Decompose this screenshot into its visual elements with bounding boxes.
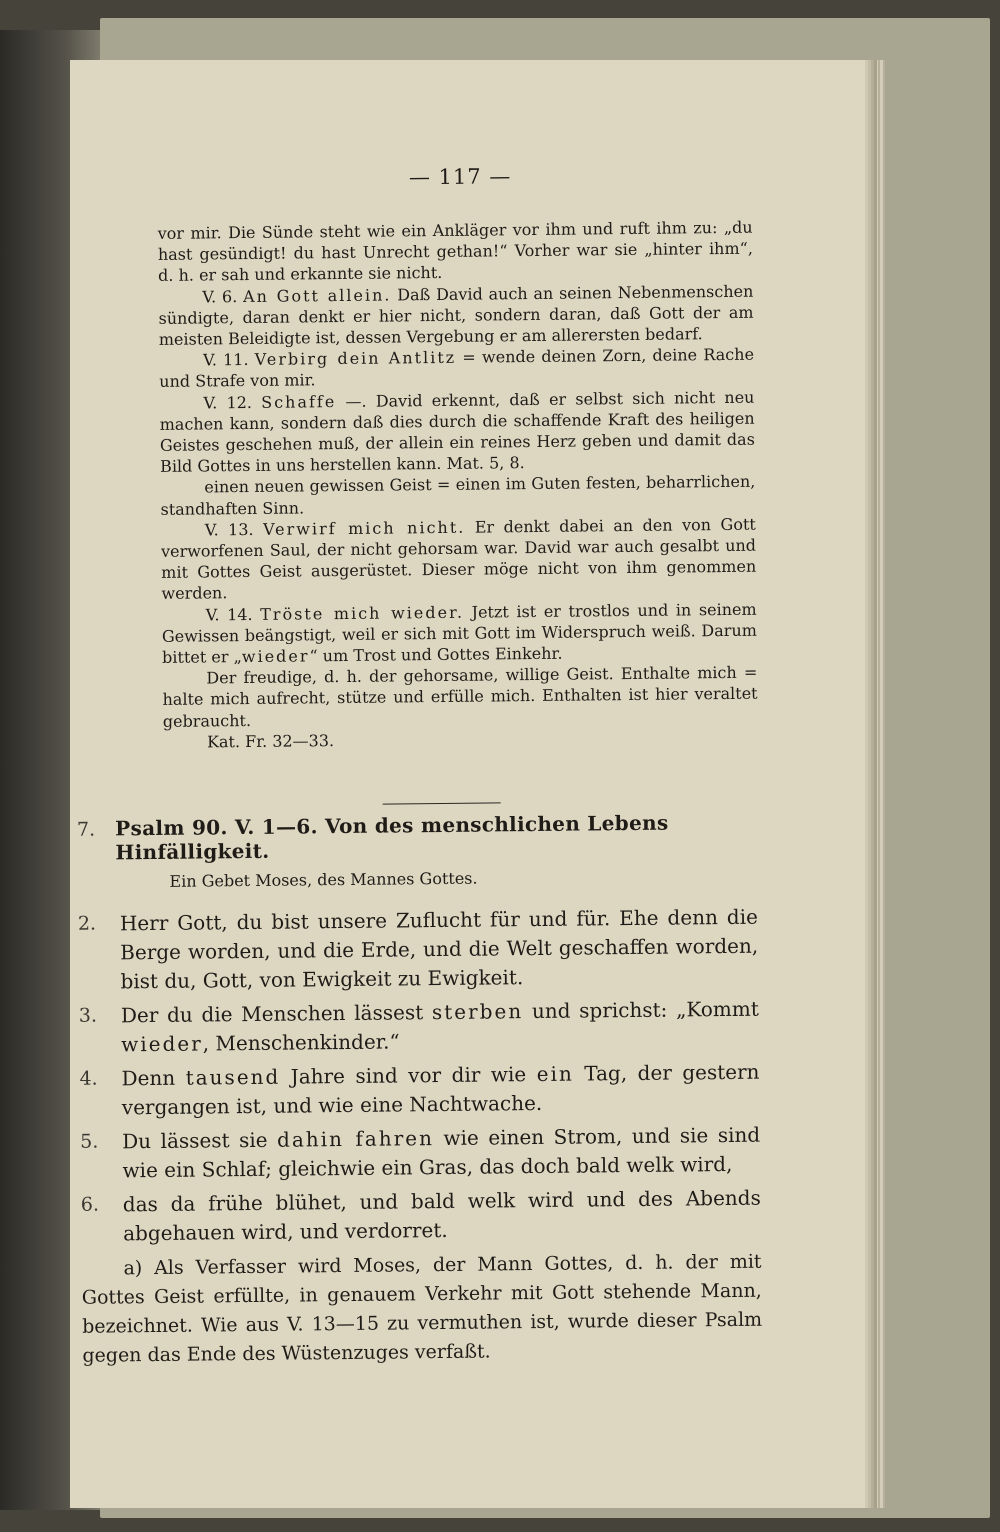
footnote-paragraph bbox=[161, 514, 757, 605]
text-run: = wende deinen Zorn, deine Rache und Strafe von mir. bbox=[159, 344, 755, 392]
spaced-emphasis-text: Schaffe bbox=[261, 391, 337, 412]
psalm-heading: Psalm 90. V. 1—6. Von des menschlichen Lebens Hinfälligkeit. bbox=[115, 810, 669, 865]
spaced-emphasis-text: Tröste mich wieder. bbox=[260, 602, 465, 624]
text-run: Daß David auch an seinen Nebenmenschen sündigte, daran denkt er hier nicht, sondern daran, daß Gott der am meisten Beleidigte ist, dessen Vergebung er am allerersten bedarf. bbox=[158, 281, 754, 349]
psalm-section bbox=[77, 810, 773, 1371]
footnote-paragraph bbox=[159, 344, 754, 393]
text-run: Kat. Fr. 32—33. bbox=[206, 730, 335, 752]
text-run: Tag, der gestern vergangen ist, und wie eine Nachtwache. bbox=[121, 1059, 760, 1120]
text-run: wie einen Strom, und sie sind wie ein Schlaf; gleichwie ein Gras, das doch bald welk wird, bbox=[122, 1122, 761, 1183]
psalm-subtitle: Ein Gebet Moses, des Mannes Gottes. bbox=[169, 868, 478, 891]
text-run: V. 12. bbox=[203, 392, 262, 413]
psalm-verse bbox=[80, 1121, 771, 1186]
text-run: Jahre sind vor dir wie bbox=[280, 1062, 537, 1089]
verse-text bbox=[123, 1184, 762, 1249]
spaced-emphasis-text: Verbirg dein Antlitz bbox=[254, 348, 457, 370]
spaced-emphasis-text: dahin fahren bbox=[276, 1126, 435, 1152]
lesson-number: 7. bbox=[76, 818, 96, 841]
spaced-emphasis-text: sterben bbox=[431, 999, 524, 1025]
text-run: V. 13. bbox=[204, 519, 264, 540]
psalm-verse bbox=[78, 903, 769, 997]
spaced-emphasis-text: wieder bbox=[121, 1031, 203, 1057]
footnote-paragraph bbox=[160, 471, 755, 520]
text-run: Du lässest sie bbox=[122, 1127, 278, 1154]
text-run: einen neuen gewissen Geist = einen im Guten festen, beharrlichen, standhaften Sinn. bbox=[160, 472, 756, 519]
footnotes-section bbox=[158, 217, 759, 753]
footnote-paragraph bbox=[159, 386, 755, 477]
psalm-verse bbox=[79, 1058, 770, 1123]
text-run: vor mir. Die Sünde steht wie ein Ankläger vor ihm und ruft ihm zu: „du hast gesündigt! du hast Unrecht gethan!“ Vorher war sie „hinter ihm“, d. h. er sah und erkannte sie nicht. bbox=[157, 217, 753, 286]
verse-number: 2. bbox=[77, 912, 97, 935]
spaced-emphasis-text: ein bbox=[536, 1061, 574, 1086]
text-run: V. 14. bbox=[205, 604, 261, 625]
psalm-title-row bbox=[77, 810, 767, 865]
psalm-verse bbox=[79, 995, 770, 1060]
footnote-paragraph bbox=[162, 662, 758, 732]
text-run: das da frühe blühet, und bald welk wird und des Abends abgehauen wird, und verdorret. bbox=[122, 1185, 761, 1246]
text-run: Herr Gott, du bist unsere Zuflucht für und für. Ehe denn die Berge worden, und die Erde, und die Welt geschaffen worden, bist du, Gott, von Ewigkeit zu Ewigkeit. bbox=[119, 904, 759, 994]
psalm-verse bbox=[81, 1184, 772, 1249]
spaced-emphasis-text: wieder bbox=[241, 646, 310, 667]
verse-number: 5. bbox=[80, 1130, 99, 1153]
spaced-emphasis-text: An Gott allein. bbox=[242, 285, 392, 306]
psalm-commentary: a) Als Verfasser wird Moses, der Mann Gottes, d. h. der mit Gottes Geist erfüllte, in genauem Verkehr mit Gott stehende Mann, bezeichnet. Wie aus V. 13—15 zu vermuthen ist, wurde dieser Psalm gegen das Ende des Wüstenzuges verfaßt. bbox=[81, 1250, 763, 1367]
spaced-emphasis-text: tausend bbox=[185, 1064, 281, 1090]
verse-text bbox=[122, 1121, 761, 1186]
verse-number: 6. bbox=[80, 1193, 100, 1216]
text-run: V. 11. bbox=[202, 350, 255, 370]
verse-text bbox=[120, 903, 759, 997]
text-run: , Menschenkinder.“ bbox=[202, 1029, 400, 1056]
footnote-paragraph bbox=[162, 598, 758, 668]
psalm-verses bbox=[78, 903, 772, 1249]
text-run: —. David erkennt, daß er selbst sich nicht neu machen kann, sondern daß dies durch die schaffende Kraft des heiligen Geistes geschehen muß, der allein ein reines Herz geben und damit das Bild Gottes in uns herstellen kann. Mat. 5, 8. bbox=[159, 387, 755, 477]
verse-number: 3. bbox=[78, 1004, 98, 1027]
verse-text bbox=[121, 995, 760, 1060]
page-number: — 117 — bbox=[408, 164, 512, 190]
text-run: Denn bbox=[121, 1065, 186, 1091]
footnote-paragraph bbox=[158, 217, 754, 287]
text-run: Der freudige, d. h. der gehorsame, willige Geist. Enthalte mich = halte mich aufrecht, stütze und erfülle mich. Enthalten ist hier veraltet gebraucht. bbox=[162, 662, 758, 731]
text-run: “ um Trost und Gottes Einkehr. bbox=[309, 643, 563, 666]
text-run: Jetzt ist er trostlos und in seinem Gewissen beängstigt, weil er sich mit Gott im Widerspruch weiß. Darum bittet er „ bbox=[161, 599, 757, 667]
text-run: und sprichst: „Kommt bbox=[523, 996, 759, 1024]
verse-number: 4. bbox=[79, 1067, 98, 1090]
text-run: Er denkt dabei an den von Gott verworfenen Saul, der nicht gehorsam war. David war auch gesalbt und mit Gottes Geist ausgerüstet. Dieser möge nicht von ihm genommen werden. bbox=[160, 514, 757, 604]
verse-text bbox=[121, 1058, 760, 1123]
spaced-emphasis-text: Verwirf mich nicht. bbox=[262, 517, 466, 539]
text-run: V. 6. bbox=[202, 286, 244, 307]
footnote-paragraph bbox=[158, 280, 754, 350]
text-run: Der du die Menschen lässest bbox=[120, 1000, 433, 1028]
